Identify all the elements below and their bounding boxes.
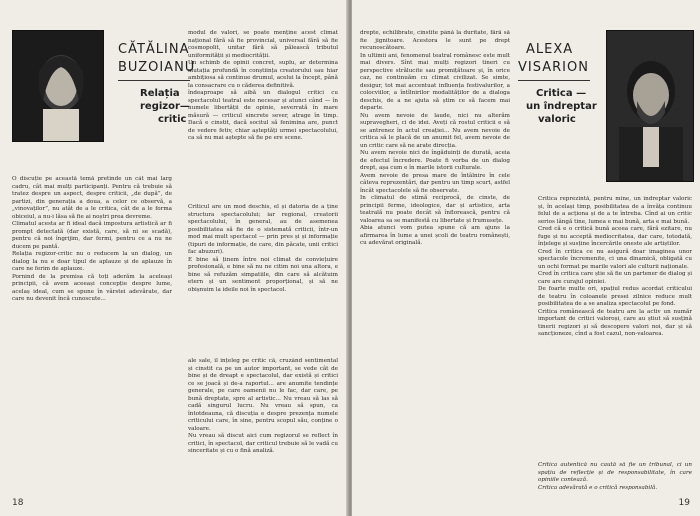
headline-line-3-right: valoric	[538, 114, 576, 125]
left-column-c: O discuție pe această temă pretinde un cât mai larg cadru, cât mai mulți participanți. Pentru că trebuie să tratez despre un aspect, despre criticii, „de după”, de partizi, din generația a doua, a celor ce observă, a „vinovaților”, nu atât de a le critica, cât de a le forma obiceiul, a nu-i lăsa să fie ai noștri prea devreme. Climatul acesta ar fi ideal dacă impostura artistică ar fi prompt detectată (dar există, care, să ni se scadă), pentru că noi îngrijim, dar fermi, pentru ce a nu ne ducem pe pantă. Relația regizor-critic nu o reducem la un dialog, un dialog la nu e doar tipul de aplauze și de aplauze în care ne ferim de aplauze. Pornind de la premisa că toți aderăm la aceleași principii, că avem aceeași concepție despre lume, acelaș ideal, cum se spune în vârstei adevărate, dar care nu devenit încă cunoscute...	[12, 176, 172, 302]
author-last-name-right: VISARION	[518, 60, 589, 75]
page-number-left: 18	[12, 498, 24, 508]
left-column-b: Criticul are un mod deschis, el și datoria de a ține structura spectacolului; iar regional, creatorii spectacolului, în general, au de asemenea posibilitatea să fie de o sistemată criticii, într-un mod mai mult spectacol — prin pres și și informație (tipuri de informație, de care, din păcate, unii critici fac abuzuri). E bine să ținem între noi climat de conviețuire profesională, e bine să nu ne citim noi una altora, e bine să refuzăm simpatiile, din care să alcătuim etern și un sentiment proporțional, și să ne obișnuim la ideile noi în spectacol.	[188, 204, 338, 293]
left-column-d: ale sale, îl înțeleg pe critic că, cruzând sentimental și cinstit ca pe un autor important, se vede cât de bine și de dreapt e spectacolul, dar există și critici ce se joacă și de-a raportul... are anumite tendințe generale, pe care oamenii nu le fac, dar care, pe bună dreptate, spre al artistic... Nu vreau să las să cadă singurul lucru. Nu vreau să spun, ca întotdeauna, că discuția e despre prezența numele criticului care, în sine, pentru scopul său, conține o valoare. Nu vreau să discut aici cum regizorul se reflect în critici, în spectacol, dar criticul trebuie să le vadă cu sinceritate și cu o fină analiză.	[188, 358, 338, 454]
divider-right	[518, 80, 590, 81]
author-photo-left	[12, 30, 104, 142]
left-column-a: modul de valori, se poate menține acest climat național fără să fie provincial, universal fără să fie cosmopolit, unitar fără să pălească tributul uniformității și mediocrității. Un schimb de opinii concret, suplu, ar determina mutația profundă în conștiința creatorului sau hiar ambițiosa să continue drumul, acelui la încept, până la consacrare cu o căderea definitivă. îndeaproape să aibă un dialogul critici cu spectacolul teatral este necesar și atunci când — în numele libertății de opinie, severrată în mare măsură — criticul sincrete sever, atrage în timp. Dacă e cinstit, dacă socitul să fenimina are, punct de vedere fetiv, chiar așteptăți urmei spectacolului, ca să nu mai aștepte să fie pe ere scene.	[188, 30, 338, 141]
headline-line-1-left: Relația	[140, 88, 180, 99]
headline-line-2-left: regizor—	[140, 101, 190, 112]
right-page	[352, 0, 700, 516]
author-photo-right	[606, 30, 694, 182]
headline-line-2-right: un îndreptar	[526, 101, 597, 112]
headline-line-1-right: Critica —	[536, 88, 587, 99]
left-page	[0, 0, 348, 516]
headline-line-3-left: critic	[158, 114, 187, 125]
right-column-c: Critica autentică nu caută să fie un tribunal, ci un spațiu de reflecție și de responsabilitate, în care opiniile contează. Critica adevărată e o critică responsabilă.	[538, 462, 692, 490]
page-number-right: 19	[678, 498, 690, 508]
right-column-a: drepte, echilibrate, cinstite până la duritate, fără să fie jignitoare. Acestora le sunt pe drept recunoscătoare. In ultimii ani, fenomenul teatral românesc este mult mai divers. Sînt mai mulți regizori tineri cu perspective strălucite sau promițătoare și, în orice caz, ne continuăm cu climat civilizat. Se simte, desigur, tot mai accentuat influența festivalurilor, a colocviilor, a întîlnirilor modalităților de a dialoga deschis, de a ne ajuta să știm ce să facem mai departe. Nu avem nevoie de laude, nici nu alterăm supravegheri, ci de idei. Aveți că rostul criticii e să se antrenez în actul creației... Nu avem nevoie de critica să le placă de un anumit fel, avem nevoie de un critic care să ne arate direcția. Nu avem nevoie nici de îngăduinți de durată, aceia de efectul încredere. Poate fi vorba de un dialog drept, așa cum e în marile istorii culturale. Avem nevoie de presa mare de întâlnire în cele câteva reprezentări, dar pentru un timp scurt, astfel încât spectacolele să fie observate. In climatul de stimă reciprocă, de cinste, de principii ferme, ideologice, dar și artistice, arta teatrală nu poate decât să înflorească, pentru că valoarea sa se manifestă cu libertate și frumusețe. Abia atunci vom putea spune că am ajuns la afirmarea în lume a unei școli de teatru românești, cu adevărat originală.	[360, 30, 510, 246]
author-first-name-right: ALEXA	[526, 42, 574, 57]
author-first-name-left: CĂTĂLINA	[118, 42, 190, 57]
divider-left	[118, 80, 190, 81]
right-column-b: Critica reprezintă, pentru mine, un îndreptar valoric și, în același timp, posibilitatea de a învăța continuu felul de a acționa și de a te întreba. Cînd ai un critic serios lângă tine, lumea e mai bună, arta e mai bună. Cred că e o critică bună aceea care, fără ezitare, nu fuge și nu acceptă mediocritatea, dar care, totodată, înțelege și susține încercările oneste ale artiștilor. Cred în critica ce nu asigură doar imaginea unor spectacole încremenite, ci una dinamică, obligată cu un ochi format pe marile valori ale culturii naționale. Cred în critica care știe să fie un partener de dialog și care are curajul opiniei. De foarte multe ori, spațiul redus acordat criticului de teatru în coloanele presei zilnice reduce mult posibilitatea de a se analiza spectacolul pe fond. Critica românească de teatru are la activ un număr important de critici valoroși, care au știut să susțină tinerii regizori și să descopere valori noi, dar și să sancționeze, cînd a fost cazul, non-valoarea.	[538, 196, 692, 337]
author-last-name-left: BUZOIANU	[118, 60, 196, 75]
